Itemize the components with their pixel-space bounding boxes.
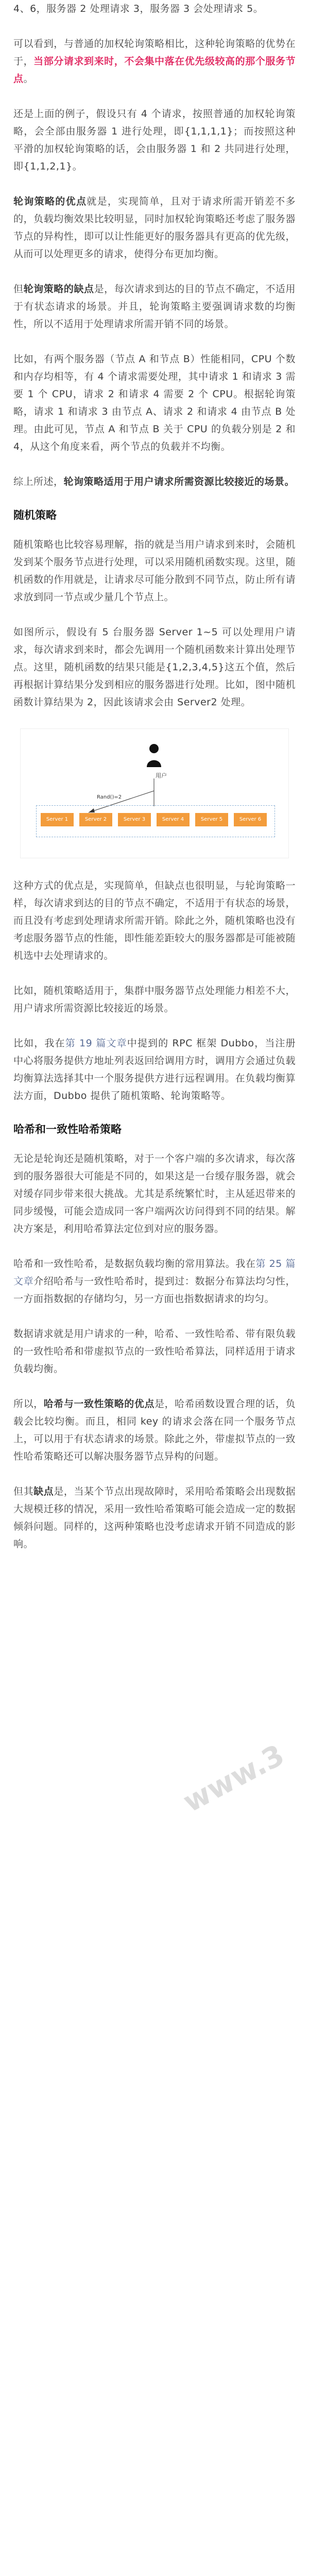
server-cluster bbox=[36, 805, 275, 837]
server-node: Server 4 bbox=[157, 813, 190, 826]
intro-paragraph-4: 轮询策略的优点就是，实现简单，且对于请求所需开销差不多的，负载均衡效果比较明显，同时加权轮询策略还考虑了服务器节点的异构性，即可以让性能更好的服务器具有更高的优先级，从而可以处理更多的请求，使得分布更加均衡。 bbox=[13, 196, 296, 260]
intro-paragraph-7: 综上所述，轮询策略适用于用户请求所需资源比较接近的场景。 bbox=[13, 476, 295, 487]
random-paragraph-5: 比如，我在第 19 篇文章中提到的 RPC 框架 Dubbo，当注册中心将服务提供方地址列表返回给调用方时，调用方会通过负载均衡算法选择其中一个服务提供方进行远程调用。在负载均衡算法方面，Dubbo 提供了随机策略、轮询策略等。 bbox=[13, 1038, 296, 1101]
random-paragraph-4: 比如，随机策略适用于，集群中服务器节点处理能力相差不大，用户请求所需资源比较接近的场景。 bbox=[13, 985, 296, 1014]
user-label: 用户 bbox=[156, 772, 167, 779]
intro-paragraph-2: 可以看到，与普通的加权轮询策略相比，这种轮询策略的优势在于，当部分请求到来时，不会集中落在优先级较高的那个服务节点。 bbox=[13, 38, 296, 84]
random-paragraph-3: 这种方式的优点是，实现简单，但缺点也很明显，与轮询策略一样，每次请求到达的目的节点不确定，不适用于有状态的场景，而且没有考虑到处理请求所需开销。除此之外，随机策略也没有考虑服务器节点的性能，即性能差距较大的服务器都是可能被随机选中去处理请求的。 bbox=[13, 880, 296, 961]
server-node: Server 1 bbox=[41, 813, 74, 826]
hash-paragraph-3: 数据请求就是用户请求的一种，哈希、一致性哈希、带有限负载的一致性哈希和带虚拟节点的一致性哈希算法，同样适用于请求负载均衡。 bbox=[13, 1328, 296, 1375]
server-node: Server 3 bbox=[118, 813, 151, 826]
watermark: www.3 bbox=[178, 1738, 290, 1819]
server-node: Server 2 bbox=[79, 813, 112, 826]
article-link-19[interactable]: 第 19 篇文章 bbox=[65, 1038, 127, 1049]
intro-paragraph-1: 4、6，服务器 2 处理请求 3，服务器 3 会处理请求 5。 bbox=[13, 3, 264, 14]
random-paragraph-2: 如图所示，假设有 5 台服务器 Server 1~5 可以处理用户请求，每次请求到来时，都会先调用一个随机函数来计算出处理节点。这里，随机函数的结果只能是{1,2,3,4,5}这五个值，然后再根据计算结果分发到相应的服务器进行处理。比如，图中随机函数计算结果为 2，因此该请求会由 Server2 处理。 bbox=[13, 626, 296, 708]
section-heading-hash: 哈希和一致性哈希策略 bbox=[13, 1123, 122, 1136]
random-paragraph-1: 随机策略也比较容易理解，指的就是当用户请求到来时，会随机发到某个服务节点进行处理，可以采用随机函数实现。这里，随机函数的作用就是，让请求尽可能分散到不同节点，防止所有请求放到同一节点或少量几个节点上。 bbox=[13, 539, 296, 603]
hash-paragraph-1: 无论是轮询还是随机策略，对于一个客户端的多次请求，每次落到的服务器很大可能是不同的，如果这是一台缓存服务器，就会对缓存同步带来很大挑战。尤其是系统繁忙时，主从延迟带来的同步缓慢，可能会造成同一客户端两次访问得到不同的结果。解决方案是，利用哈希算法定位到对应的服务器。 bbox=[13, 1153, 296, 1234]
highlight-text: 当部分请求到来时，不会集中落在优先级较高的那个服务节点 bbox=[13, 56, 296, 84]
server-node: Server 6 bbox=[234, 813, 267, 826]
article-link-25[interactable]: 第 25 篇文章 bbox=[13, 1258, 296, 1287]
server-node: Server 5 bbox=[195, 813, 228, 826]
hash-paragraph-4: 所以，哈希与一致性策略的优点是，哈希函数设置合理的话，负载会比较均衡。而且，相同 key 的请求会落在同一个服务节点上，可以用于有状态请求的场景。除此之外，带虚拟节点的一致性哈希策略还可以解决服务器节点异构的问题。 bbox=[13, 1398, 296, 1462]
intro-paragraph-6: 比如，有两个服务器（节点 A 和节点 B）性能相同，CPU 个数和内存均相等，有 4 个请求需要处理，其中请求 1 和请求 3 需要 1 个 CPU，请求 2 和请求 4 需要 2 个 CPU。根据轮询策略，请求 1 和请求 3 由节点 A、请求 2 和请求 4 由节点 B 处理。由此可见，节点 A 和节点 B 关于 CPU 的负载分别是 2 和 4，从这个角度来看，两个节点的负载并不均衡。 bbox=[13, 353, 296, 452]
hash-paragraph-2: 哈希和一致性哈希，是数据负载均衡的常用算法。我在第 25 篇文章介绍哈希与一致性哈希时，提到过：数据分布算法均匀性，一方面指数据的存储均匀，另一方面也指数据请求的均匀。 bbox=[13, 1258, 296, 1304]
intro-paragraph-5: 但轮询策略的缺点是，每次请求到达的目的节点不确定，不适用于有状态请求的场景。并且，轮询策略主要强调请求数的均衡性，所以不适用于处理请求所需开销不同的场景。 bbox=[13, 283, 296, 330]
hash-paragraph-5: 但其缺点是，当某个节点出现故障时，采用哈希策略会出现数据大规模迁移的情况，采用一致性哈希策略可能会造成一定的数据倾斜问题。同样的，这两种策略也没考虑请求开销不同造成的影响。 bbox=[13, 1486, 296, 1550]
rand-function-label: Rand()=2 bbox=[97, 794, 122, 800]
request-arrow bbox=[21, 729, 288, 858]
random-strategy-diagram bbox=[20, 728, 289, 858]
intro-paragraph-3: 还是上面的例子，假设只有 4 个请求，按照普通的加权轮询策略，会全部由服务器 1 进行处理，即{1,1,1,1}；而按照这种平滑的加权轮询策略的话，会由服务器 1 和 2 共同进行处理，即{1,1,2,1}。 bbox=[13, 108, 296, 172]
section-heading-random: 随机策略 bbox=[13, 509, 57, 521]
